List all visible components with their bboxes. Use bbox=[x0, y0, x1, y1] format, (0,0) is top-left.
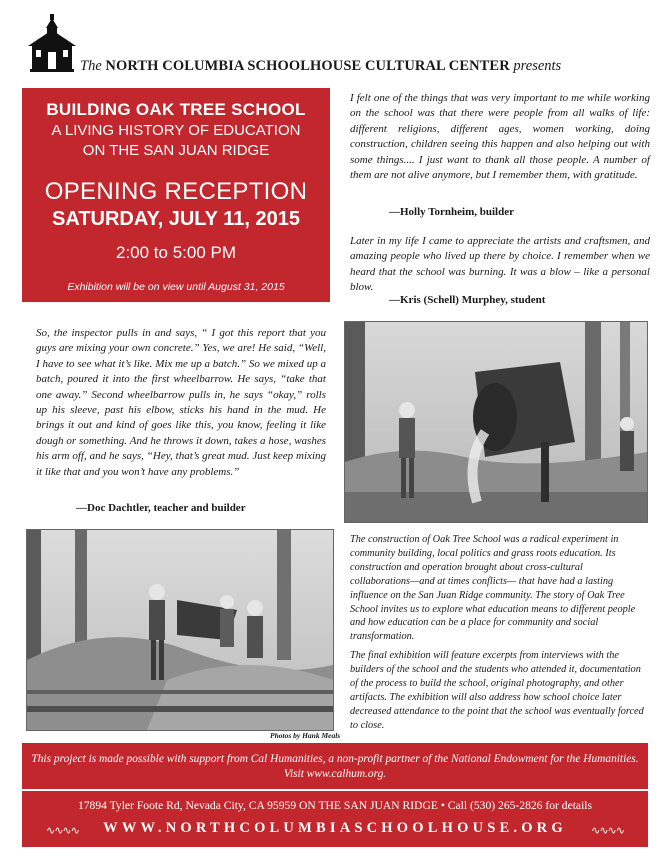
website-row bbox=[22, 820, 648, 840]
event-title: BUILDING OAK TREE SCHOOL bbox=[46, 100, 306, 119]
ornament-left-icon: ∿∿∿∿ bbox=[46, 825, 79, 837]
quote-kris-attribution: —Kris (Schell) Murphey, student bbox=[389, 294, 546, 306]
description-paragraph-2: The final exhibition will feature excerpts from interviews with the builders of the school and the students who attended it, documentation of the process to build the school, original photography, and other artifacts. The exhibition will also address how school choice later decreased attendance to the point that the school was eventually forced to close. bbox=[350, 650, 644, 731]
support-panel bbox=[22, 743, 648, 789]
description-paragraph-1: The construction of Oak Tree School was a radical experiment in community building, local politics and grass roots education. Its construction and operation brought about cross-cultural collaborations—and at times conflicts— that have had a lasting influence on the San Juan Ridge community. The story of Oak Tree School invites us to explore what education means to different people and how education can be a place for community and social transformation. bbox=[350, 534, 636, 643]
event-time: 2:00 to 5:00 PM bbox=[115, 243, 237, 262]
quote-kris: Later in my life I came to appreciate the artists and craftsmen, and amazing people who lived up there by choice. I remember when we heard that the school was burning. It was a blow – like a personal blow. bbox=[350, 235, 650, 294]
header-line bbox=[80, 58, 561, 75]
event-subtitle-line2: ON THE SAN JUAN RIDGE bbox=[82, 142, 270, 159]
quote-doc: So, the inspector pulls in and says, “ I got this report that you guys are mixing your own concrete.” Yes, we are! He said, “Well, I have to see what it’s like. Mix me up a batch.” So we mixed up a batch, poured it into the first wheelbarrow. He says, “take that one away.” Second wheelbarrow pulls in, he says “okay,” rolls up his sleeve, past his elbow, sticks his hand in the mud. He brings it out and kind of goes like this, you know, feeling it like dough or something. And he throws it down, takes a hose, washes his arm off, and he says, “Hey, that’s great mud. Just keep mixing it like that and you won’t have any problems.” bbox=[36, 327, 326, 478]
exhibition-note: Exhibition will be on view until August 31, 2015 bbox=[67, 281, 285, 293]
footer-panel bbox=[22, 791, 648, 847]
event-date: SATURDAY, JULY 11, 2015 bbox=[52, 208, 300, 230]
support-text: This project is made possible with support from Cal Humanities, a non-profit partner of the National Endowment for the Humanities. Visit www.calhum.org. bbox=[31, 753, 639, 780]
ornament-right-icon: ∿∿∿∿ bbox=[591, 825, 624, 837]
quote-holly-attribution: —Holly Tornheim, builder bbox=[389, 206, 514, 218]
event-panel bbox=[22, 88, 330, 302]
address-line: 17894 Tyler Foote Rd, Nevada City, CA 95959 ON THE SAN JUAN RIDGE • Call (530) 265-2826 for details bbox=[77, 799, 593, 812]
quote-doc-attribution: —Doc Dachtler, teacher and builder bbox=[76, 502, 246, 514]
website-link[interactable]: WWW.NORTHCOLUMBIASCHOOLHOUSE.ORG bbox=[103, 820, 567, 836]
photo-cement-mixer bbox=[344, 321, 648, 523]
organization-name: NORTH COLUMBIA SCHOOLHOUSE CULTURAL CENTER bbox=[105, 58, 510, 74]
header-pre: The bbox=[80, 58, 102, 74]
schoolhouse-logo-icon bbox=[28, 14, 76, 72]
opening-reception-heading: OPENING RECEPTION bbox=[44, 178, 308, 205]
photo-wheelbarrow bbox=[26, 529, 334, 731]
photo-credit: Photos by Hank Meals bbox=[270, 731, 341, 740]
event-subtitle-line1: A LIVING HISTORY OF EDUCATION bbox=[51, 122, 301, 139]
header-post: presents bbox=[513, 58, 562, 74]
quote-holly: I felt one of the things that was very important to me while working on the school was that there were people from all walks of life: different religions, different ages, women working, doing construction, children seeing this happen and also helping out with some things.... I just want to thank all those people. A number of them are not alive anymore, but I remember them, with gratitude. bbox=[350, 92, 650, 182]
